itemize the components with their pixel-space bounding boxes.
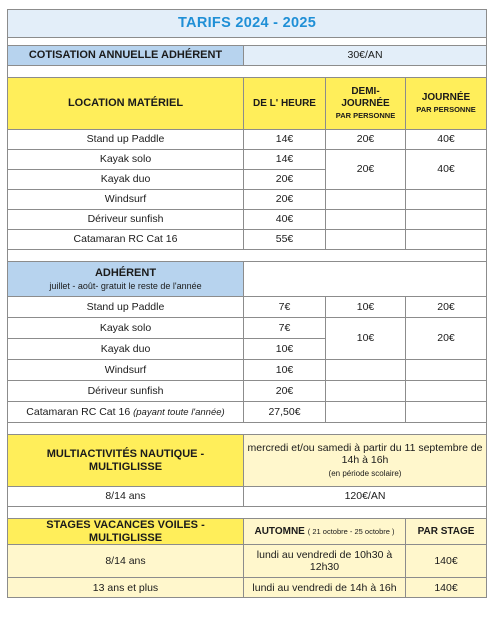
cotisation-label: COTISATION ANNUELLE ADHÉRENT xyxy=(8,46,244,66)
empty-cell xyxy=(326,190,406,210)
location-header: LOCATION MATÉRIEL xyxy=(8,78,244,130)
adherent-item-heure: 7€ xyxy=(244,297,326,318)
stages-price: 140€ xyxy=(406,545,487,578)
location-item-heure: 55€ xyxy=(244,230,326,250)
spacer xyxy=(8,38,487,46)
adherent-item-name: Kayak solo xyxy=(8,318,244,339)
adherent-header xyxy=(8,262,244,297)
multi-price: 120€/AN xyxy=(244,487,487,507)
empty-cell xyxy=(326,381,406,402)
location-item-name: Stand up Paddle xyxy=(8,130,244,150)
stages-period xyxy=(244,519,406,545)
adherent-item-name xyxy=(8,402,244,423)
adherent-item-heure: 10€ xyxy=(244,339,326,360)
adherent-item-demi: 10€ xyxy=(326,297,406,318)
location-item-heure: 14€ xyxy=(244,150,326,170)
location-item-demi: 20€ xyxy=(326,150,406,190)
spacer xyxy=(8,250,487,262)
stages-price: 140€ xyxy=(406,578,487,598)
empty-cell xyxy=(326,230,406,250)
stages-period-label: AUTOMNE xyxy=(254,526,305,538)
stages-period-dates: ( 21 octobre - 25 octobre ) xyxy=(307,527,395,537)
adherent-item-journee: 20€ xyxy=(406,297,487,318)
stages-schedule: lundi au vendredi de 10h30 à 12h30 xyxy=(244,545,406,578)
adherent-item-name: Dériveur sunfish xyxy=(8,381,244,402)
empty-cell xyxy=(406,360,487,381)
adherent-item-heure: 20€ xyxy=(244,381,326,402)
adherent-title: ADHÉRENT xyxy=(94,266,157,279)
adherent-item-demi: 10€ xyxy=(326,318,406,360)
adherent-subtitle: juillet - août- gratuit le reste de l'année xyxy=(49,281,202,292)
multi-schedule-note: (en période scolaire) xyxy=(328,469,402,479)
empty-cell xyxy=(406,190,487,210)
cotisation-value: 30€/AN xyxy=(244,46,487,66)
location-item-name: Dériveur sunfish xyxy=(8,210,244,230)
location-item-journee: 40€ xyxy=(406,130,487,150)
spacer xyxy=(8,66,487,78)
location-item-heure: 40€ xyxy=(244,210,326,230)
empty-cell xyxy=(406,210,487,230)
adherent-item-heure: 27,50€ xyxy=(244,402,326,423)
col-demi-label: DEMI-JOURNÉE xyxy=(341,86,390,109)
empty-cell xyxy=(326,402,406,423)
location-item-heure: 20€ xyxy=(244,170,326,190)
stages-age: 8/14 ans xyxy=(8,545,244,578)
adherent-item-heure: 10€ xyxy=(244,360,326,381)
col-journee-sub: PAR PERSONNE xyxy=(416,105,476,115)
empty-cell xyxy=(326,210,406,230)
empty-cell xyxy=(406,230,487,250)
stages-age: 13 ans et plus xyxy=(8,578,244,598)
spacer xyxy=(8,423,487,435)
location-item-name: Kayak solo xyxy=(8,150,244,170)
empty-cell xyxy=(244,262,487,297)
adherent-item-name: Kayak duo xyxy=(8,339,244,360)
location-item-heure: 14€ xyxy=(244,130,326,150)
location-item-name: Windsurf xyxy=(8,190,244,210)
multi-schedule xyxy=(244,435,487,487)
col-journee xyxy=(406,78,487,130)
location-item-name: Catamaran RC Cat 16 xyxy=(8,230,244,250)
col-journee-label: JOURNÉE xyxy=(421,91,471,103)
col-heure: DE L' HEURE xyxy=(244,78,326,130)
adherent-item-name: Windsurf xyxy=(8,360,244,381)
location-item-demi: 20€ xyxy=(326,130,406,150)
stages-header: STAGES VACANCES VOILES - MULTIGLISSE xyxy=(8,519,244,545)
empty-cell xyxy=(406,381,487,402)
adherent-item-note: (payant toute l'année) xyxy=(133,406,225,418)
adherent-item-name: Stand up Paddle xyxy=(8,297,244,318)
stages-col-price: PAR STAGE xyxy=(406,519,487,545)
tarifs-table xyxy=(7,9,487,598)
empty-cell xyxy=(326,360,406,381)
multi-schedule-text: mercredi et/ou samedi à partir du 11 septembre de 14h à 16h xyxy=(247,442,483,467)
spacer xyxy=(8,507,487,519)
stages-schedule: lundi au vendredi de 14h à 16h xyxy=(244,578,406,598)
location-item-heure: 20€ xyxy=(244,190,326,210)
empty-cell xyxy=(406,402,487,423)
col-demi-journee xyxy=(326,78,406,130)
adherent-item-heure: 7€ xyxy=(244,318,326,339)
location-item-journee: 40€ xyxy=(406,150,487,190)
col-demi-sub: PAR PERSONNE xyxy=(335,111,396,121)
adherent-item-journee: 20€ xyxy=(406,318,487,360)
page-title: TARIFS 2024 - 2025 xyxy=(8,10,487,38)
multi-header: MULTIACTIVITÉS NAUTIQUE - MULTIGLISSE xyxy=(8,435,244,487)
adherent-item-label: Catamaran RC Cat 16 xyxy=(26,405,131,418)
multi-age: 8/14 ans xyxy=(8,487,244,507)
location-item-name: Kayak duo xyxy=(8,170,244,190)
